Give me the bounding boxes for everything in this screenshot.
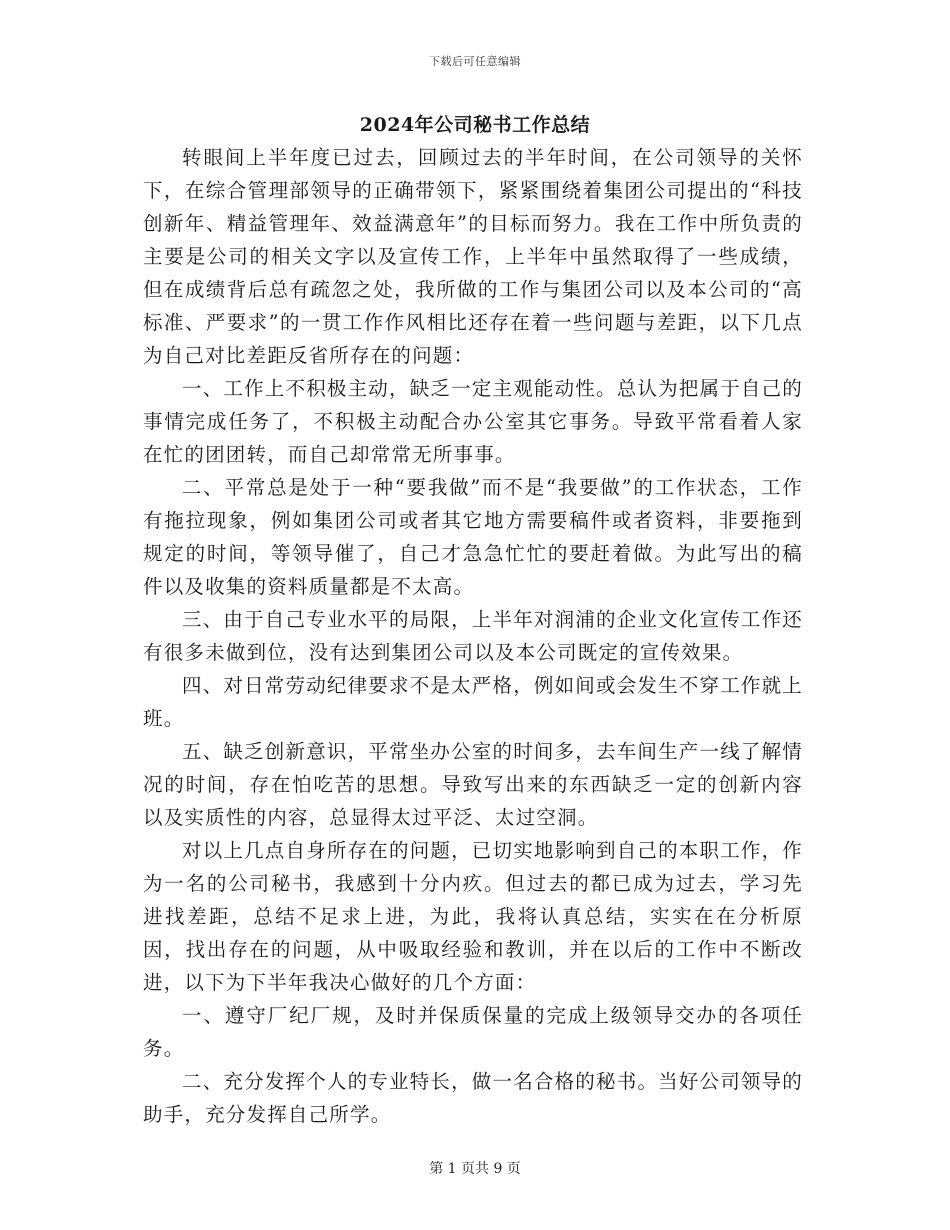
paragraph-plan-2: 二、充分发挥个人的专业特长，做一名合格的秘书。当好公司领导的助手，充分发挥自己所学。 [143, 1070, 804, 1126]
paragraph-problem-3: 三、由于自己专业水平的局限，上半年对润浦的企业文化宣传工作还有很多未做到位，没有达到集团公司以及本公司既定的宣传效果。 [143, 608, 804, 664]
document-title: 2024年公司秘书工作总结 [359, 114, 591, 136]
paragraph-reflection: 对以上几点自身所存在的问题，已切实地影响到自己的本职工作，作为一名的公司秘书，我感到十分内疚。但过去的都已成为过去，学习先进找差距，总结不足求上进，为此，我将认真总结，实实在在分析原因，找出存在的问题，从中吸取经验和教训，并在以后的工作中不断改进，以下为下半年我决心做好的几个方面： [143, 839, 804, 994]
paragraph-plan-1: 一、遵守厂纪厂规，及时并保质保量的完成上级领导交办的各项任务。 [143, 1004, 803, 1060]
header-note: 下载后可任意编辑 [429, 55, 521, 68]
paragraph-problem-1: 一、工作上不积极主动，缺乏一定主观能动性。总认为把属于自己的事情完成任务了，不积极主动配合办公室其它事务。导致平常看着人家在忙的团团转，而自己却常常无所事事。 [143, 377, 804, 466]
page-number: 第 1 页共 9 页 [429, 1161, 521, 1177]
document-body [143, 141, 803, 1131]
paragraph-problem-2: 二、平常总是处于一种“要我做”而不是“我要做”的工作状态，工作有拖拉现象，例如集团公司或者其它地方需要稿件或者资料，非要拖到规定的时间，等领导催了，自己才急急忙忙的要赶着做。为此写出的稿件以及收集的资料质量都是不太高。 [143, 476, 803, 598]
paragraph-problem-4: 四、对日常劳动纪律要求不是太严格，例如间或会发生不穿工作就上班。 [143, 674, 804, 730]
paragraph-intro: 转眼间上半年度已过去，回顾过去的半年时间，在公司领导的关怀下，在综合管理部领导的正确带领下，紧紧围绕着集团公司提出的“科技创新年、精益管理年、效益满意年”的目标而努力。我在工作中所负责的主要是公司的相关文字以及宣传工作，上半年中虽然取得了一些成绩，但在成绩背后总有疏忽之处，我所做的工作与集团公司以及本公司的“高标准、严要求”的一贯工作作风相比还存在着一些问题与差距，以下几点为自己对比差距反省所存在的问题： [143, 146, 803, 367]
paragraph-problem-5: 五、缺乏创新意识，平常坐办公室的时间多，去车间生产一线了解情况的时间，存在怕吃苦的思想。导致写出来的东西缺乏一定的创新内容以及实质性的内容，总显得太过平泛、太过空洞。 [143, 740, 804, 829]
